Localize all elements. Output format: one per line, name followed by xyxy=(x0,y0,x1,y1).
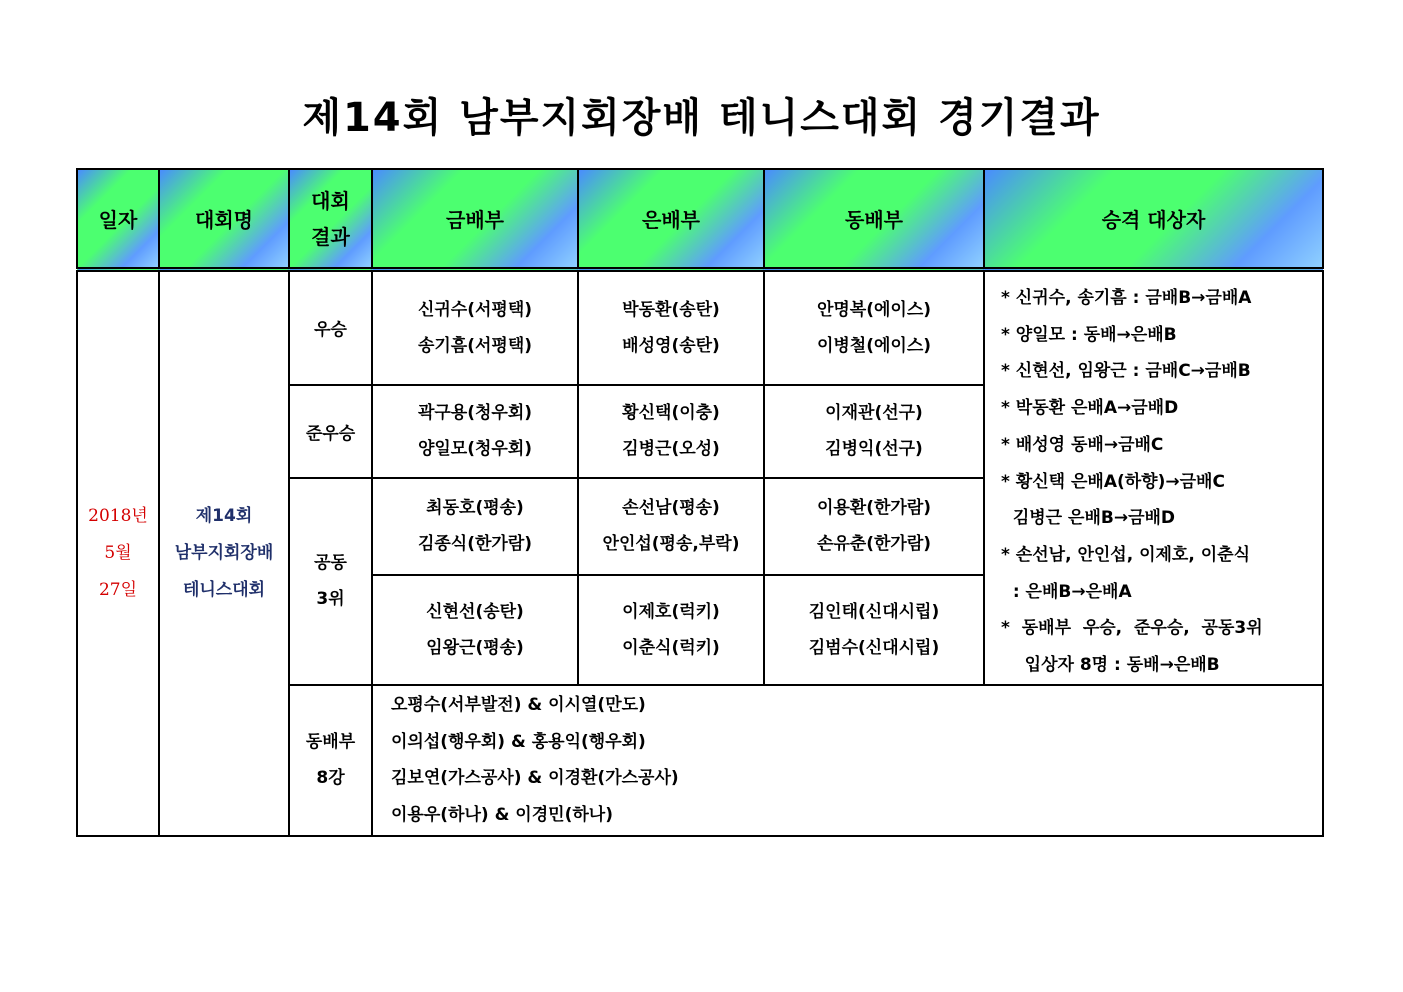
third-a-silver: 손선남(평송) 안인섭(평송,부락) xyxy=(578,478,764,575)
winner-gold: 신귀수(서평택) 송기흠(서평택) xyxy=(372,270,578,385)
header-tournament-name: 대회명 xyxy=(159,169,289,270)
header-promotion: 승격 대상자 xyxy=(984,169,1323,270)
label-winner: 우승 xyxy=(289,270,372,385)
runner-up-silver: 황신택(이충) 김병근(오성) xyxy=(578,385,764,478)
bronze-top8-list xyxy=(372,685,1323,836)
third-b-silver: 이제호(럭키) 이춘식(럭키) xyxy=(578,575,764,685)
header-bronze: 동배부 xyxy=(764,169,984,270)
promotion-item: 김병근 은배B→금배D xyxy=(1001,508,1176,529)
promotion-item: * 동배부 우승, 준우승, 공동3위 xyxy=(1001,618,1263,639)
promotion-item: * 황신택 은배A(하향)→금배C xyxy=(1001,471,1225,492)
promotion-item: * 배성영 동배→금배C xyxy=(1001,434,1164,455)
list-item: 김보연(가스공사) & 이경환(가스공사) xyxy=(391,768,679,789)
date-cell: 2018년 5월 27일 xyxy=(77,270,159,836)
promotion-item: * 신귀수, 송기흠 : 금배B→금배A xyxy=(1001,288,1252,308)
label-runner-up: 준우승 xyxy=(289,385,372,478)
header-row xyxy=(77,169,1323,270)
winner-silver: 박동환(송탄) 배성영(송탄) xyxy=(578,270,764,385)
runner-up-gold: 곽구용(청우회) 양일모(청우회) xyxy=(372,385,578,478)
promotion-item: : 은배B→은배A xyxy=(1001,581,1132,602)
promotion-list xyxy=(984,270,1323,685)
label-bronze-top8: 동배부 8강 xyxy=(289,685,372,836)
third-b-bronze: 김인태(신대시립) 김범수(신대시립) xyxy=(764,575,984,685)
runner-up-bronze: 이재관(선구) 김병익(선구) xyxy=(764,385,984,478)
promotion-item: * 양일모 : 동배→은배B xyxy=(1001,324,1177,345)
winner-bronze: 안명복(에이스) 이병철(에이스) xyxy=(764,270,984,385)
header-gold: 금배부 xyxy=(372,169,578,270)
tournament-cell: 제14회 남부지회장배 테니스대회 xyxy=(159,270,289,836)
list-item: 오평수(서부발전) & 이시열(만도) xyxy=(391,694,646,715)
promotion-item: * 손선남, 안인섭, 이제호, 이춘식 xyxy=(1001,544,1251,565)
promotion-item: * 신현선, 임왕근 : 금배C→금배B xyxy=(1001,361,1251,382)
label-joint-third: 공동 3위 xyxy=(289,478,372,685)
results-table xyxy=(76,168,1324,837)
third-a-gold: 최동호(평송) 김종식(한가람) xyxy=(372,478,578,575)
header-silver: 은배부 xyxy=(578,169,764,270)
header-result: 대회 결과 xyxy=(289,169,372,270)
row-winner xyxy=(77,270,1323,385)
page-title: 제14회 남부지회장배 테니스대회 경기결과 xyxy=(302,95,1101,141)
promotion-item: 입상자 8명 : 동배→은배B xyxy=(1001,655,1220,676)
header-date: 일자 xyxy=(77,169,159,270)
promotion-item: * 박동환 은배A→금배D xyxy=(1001,398,1179,419)
third-a-bronze: 이용환(한가람) 손유춘(한가람) xyxy=(764,478,984,575)
third-b-gold: 신현선(송탄) 임왕근(평송) xyxy=(372,575,578,685)
list-item: 이의섭(행우회) & 홍용익(행우회) xyxy=(391,731,646,752)
list-item: 이용우(하나) & 이경민(하나) xyxy=(391,804,613,825)
